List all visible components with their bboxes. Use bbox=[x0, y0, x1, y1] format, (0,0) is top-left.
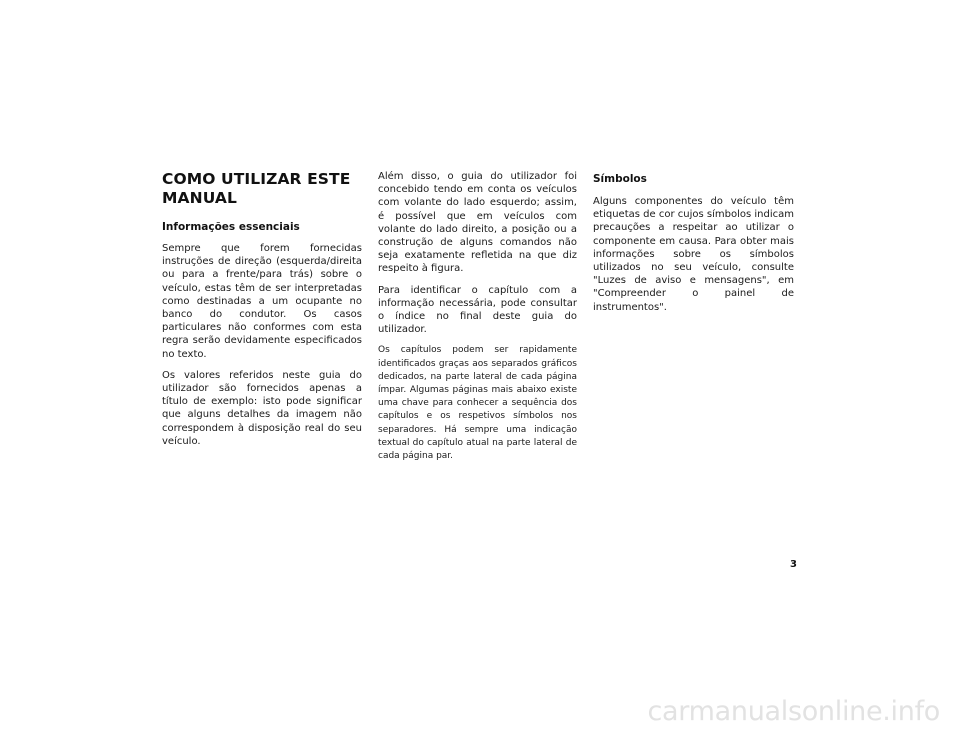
paragraph-steering-side: Além disso, o guia do utilizador foi concebido tendo em conta os veículos com volante do lado esquerdo; assim, é possível que em veículos com volante do lado direito, a posição ou a construção de alguns comandos não seja exatamente refletida na que diz respeito à figura. bbox=[378, 171, 577, 275]
column-1 bbox=[162, 170, 362, 456]
watermark: carmanualsonline.info bbox=[647, 696, 940, 727]
subheading-essential-info: Informações essenciais bbox=[162, 221, 300, 233]
paragraph-index: Para identificar o capítulo com a informação necessária, pode consultar o índice no final deste guia do utilizador. bbox=[378, 284, 577, 336]
paragraph-directions: Sempre que forem fornecidas instruções de direção (esquerda/direita ou para a frente/para trás) sobre o veículo, estas têm de ser interpretadas como destinadas a um ocupante no banco do condutor. Os casos particulares não conformes com esta regra serão devidamente especificados no texto. bbox=[162, 243, 362, 360]
page-number: 3 bbox=[790, 559, 797, 570]
section-title: COMO UTILIZAR ESTE MANUAL bbox=[162, 170, 351, 207]
column-3 bbox=[593, 170, 794, 322]
subheading-symbols: Símbolos bbox=[593, 173, 647, 185]
column-2 bbox=[378, 170, 577, 471]
paragraph-symbols: Alguns componentes do veículo têm etiquetas de cor cujos símbolos indicam precauções a respeitar ao utilizar o componente em causa. Para obter mais informações sobre os símbolos utilizados no seu veículo, consulte "Luzes de aviso e mensagens", em "Compreender o painel de instrumentos". bbox=[593, 196, 794, 313]
paragraph-values: Os valores referidos neste guia do utilizador são fornecidos apenas a título de exemplo: isto pode significar que alguns detalhes da imagem não correspondem à disposição real do seu veículo. bbox=[162, 369, 362, 447]
paragraph-chapters: Os capítulos podem ser rapidamente identificados graças aos separados gráficos dedicados, na parte lateral de cada página ímpar. Algumas páginas mais abaixo existe uma chave para conhecer a sequência dos capítulos e os respetivos símbolos nos separadores. Há sempre uma indicação textual do capítulo atual na parte lateral de cada página par. bbox=[378, 345, 577, 462]
